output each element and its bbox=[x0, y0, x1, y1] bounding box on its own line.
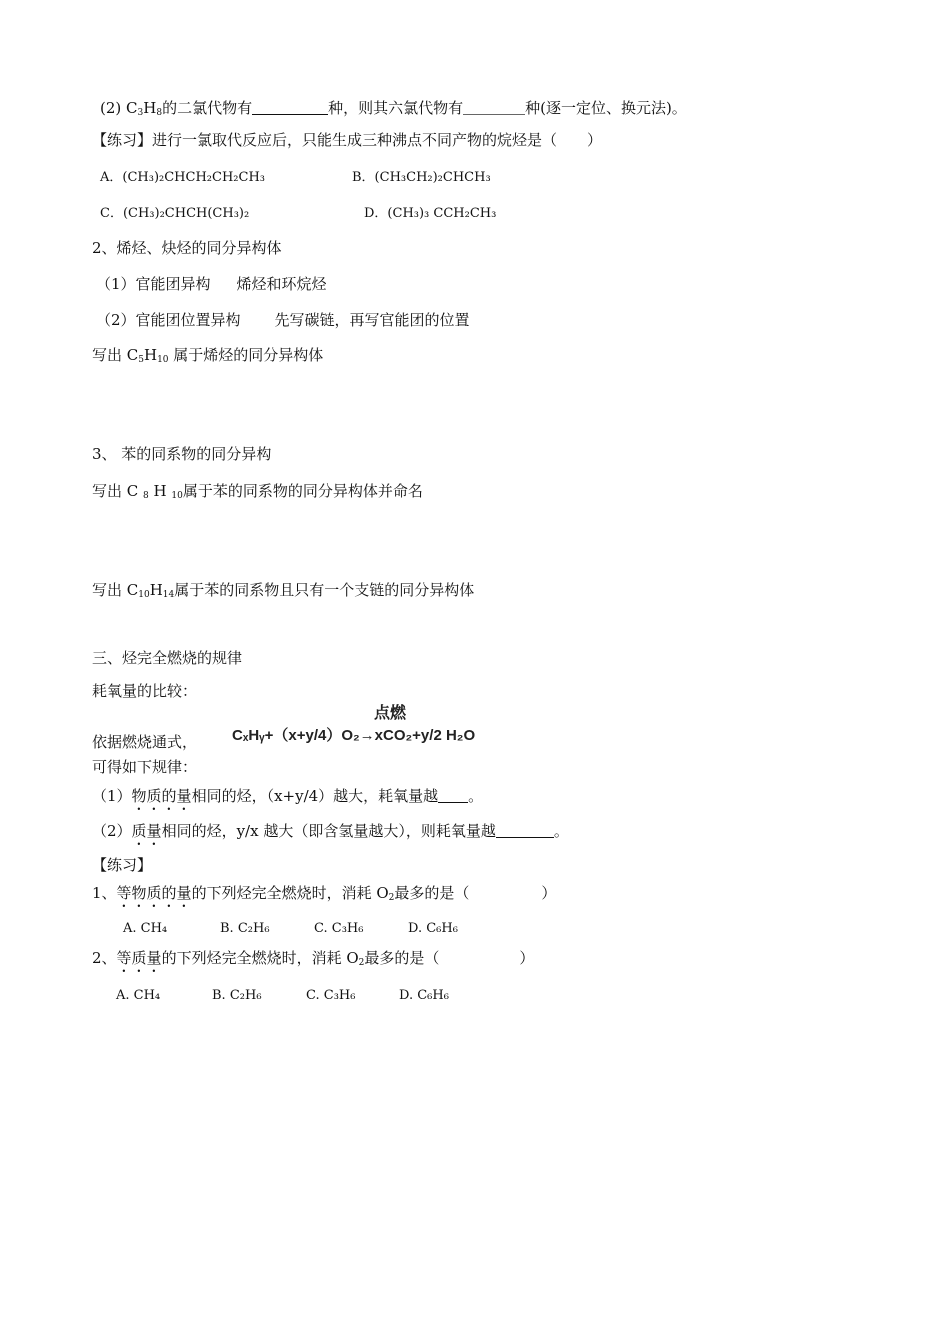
text: 1、 bbox=[92, 884, 117, 902]
dichloro-question bbox=[100, 98, 687, 118]
text: 种(逐一定位、换元法)。 bbox=[525, 99, 687, 117]
ex2-option-d: D. C₆H₆ bbox=[399, 988, 449, 1003]
subscript: 10 bbox=[138, 590, 150, 600]
text: 写出 C bbox=[92, 581, 139, 599]
section-title-alkene: 2、烯烃、炔烃的同分异构体 bbox=[92, 239, 282, 257]
text: H bbox=[149, 581, 163, 599]
benzene-task-2 bbox=[92, 580, 474, 600]
section-title-benzene: 3、 苯的同系物的同分异构 bbox=[92, 445, 272, 463]
ex1-option-a: A. CH₄ bbox=[123, 921, 168, 936]
text: 。 bbox=[468, 787, 484, 805]
ex1-option-d: D. C₆H₆ bbox=[408, 921, 458, 936]
answer-blank-3[interactable] bbox=[438, 788, 468, 803]
text: 。 bbox=[553, 822, 569, 840]
text: ） bbox=[519, 949, 535, 967]
rule-1 bbox=[92, 786, 483, 814]
text: (2) C bbox=[100, 99, 138, 117]
text: （2） bbox=[92, 822, 132, 840]
subscript: 3 bbox=[137, 108, 144, 118]
section-title-combustion: 三、烃完全燃烧的规律 bbox=[92, 649, 243, 667]
text: 先写碳链，再写官能团的位置 bbox=[274, 311, 470, 329]
exercise-1 bbox=[92, 883, 556, 911]
subscript: 10 bbox=[171, 491, 183, 501]
text: 属于苯的同系物的同分异构体并命名 bbox=[182, 482, 423, 500]
subscript: 5 bbox=[138, 355, 144, 365]
text: 写出 C bbox=[92, 346, 139, 364]
subscript: 2 bbox=[388, 893, 395, 903]
option-a: A．(CH₃)₂CHCH₂CH₂CH₃ bbox=[100, 170, 266, 185]
subscript: 8 bbox=[156, 108, 163, 118]
text: 2、 bbox=[92, 949, 117, 967]
text: 种，则其六氯代物有 bbox=[328, 99, 464, 117]
text: 的二氯代物有 bbox=[162, 99, 253, 117]
text: 最多的是（ bbox=[394, 884, 470, 902]
text: 写出 C bbox=[92, 482, 144, 500]
exercise-2 bbox=[92, 948, 534, 976]
emphasis-text: 物质的量 bbox=[131, 787, 192, 805]
ex2-option-a: A. CH₄ bbox=[116, 988, 161, 1003]
subscript: 8 bbox=[143, 491, 149, 501]
option-c: C．(CH₃)₂CHCH(CH₃)₂ bbox=[100, 206, 250, 221]
exercise-title: 【练习】 bbox=[92, 856, 153, 874]
text: （1）官能团异构 bbox=[96, 275, 211, 293]
ignite-condition: 点燃 bbox=[374, 703, 407, 722]
text: （1） bbox=[92, 787, 132, 805]
option-b: B．(CH₃CH₂)₂CHCH₃ bbox=[352, 170, 491, 185]
answer-blank-1[interactable] bbox=[252, 100, 328, 115]
text: 属于烯烃的同分异构体 bbox=[168, 346, 324, 364]
practice-question: 【练习】进行一氯取代反应后，只能生成三种沸点不同产物的烷烃是（ ） bbox=[92, 131, 603, 149]
ex1-option-b: B. C₂H₆ bbox=[220, 921, 270, 936]
ex2-option-c: C. C₃H₆ bbox=[306, 988, 356, 1003]
emphasis-text: 等质量 bbox=[116, 949, 162, 967]
ex1-option-c: C. C₃H₆ bbox=[314, 921, 364, 936]
answer-blank-2[interactable] bbox=[463, 100, 525, 115]
emphasis-text: 质量 bbox=[131, 822, 162, 840]
text: 属于苯的同系物且只有一个支链的同分异构体 bbox=[174, 581, 475, 599]
subscript: 14 bbox=[162, 590, 175, 600]
text: 相同的烃，（x+y/4）越大，耗氧量越 bbox=[191, 787, 439, 805]
subscript: 2 bbox=[358, 958, 365, 968]
text: 最多的是（ bbox=[364, 949, 440, 967]
subscript: 10 bbox=[157, 355, 169, 365]
ex2-option-b: B. C₂H₆ bbox=[212, 988, 262, 1003]
rule-intro: 可得如下规律： bbox=[92, 758, 198, 776]
rule-2 bbox=[92, 821, 569, 849]
benzene-task-1 bbox=[92, 481, 423, 501]
text: 的下列烃完全燃烧时，消耗 O bbox=[161, 949, 359, 967]
alkene-task bbox=[92, 345, 323, 365]
answer-blank-4[interactable] bbox=[496, 823, 554, 838]
text: H bbox=[143, 99, 157, 117]
oxygen-comparison: 耗氧量的比较： bbox=[92, 682, 198, 700]
alkene-rule-1 bbox=[96, 274, 327, 294]
text: 烯烃和环烷烃 bbox=[236, 275, 327, 293]
text: （2）官能团位置异构 bbox=[96, 311, 241, 329]
emphasis-text: 等物质的量 bbox=[116, 884, 192, 902]
text: H bbox=[143, 346, 158, 364]
combustion-equation: CₓHᵧ+（x+y/4）O₂→xCO₂+y/2 H₂O bbox=[232, 727, 476, 744]
combustion-basis: 依据燃烧通式， bbox=[92, 733, 198, 751]
text: 相同的烃，y/x 越大（即含氢量越大），则耗氧量越 bbox=[161, 822, 496, 840]
text: H bbox=[148, 482, 172, 500]
alkene-rule-2 bbox=[96, 310, 470, 330]
text: ） bbox=[541, 884, 557, 902]
text: 的下列烃完全燃烧时，消耗 O bbox=[191, 884, 389, 902]
option-d: D．(CH₃)₃ CCH₂CH₃ bbox=[364, 206, 497, 221]
